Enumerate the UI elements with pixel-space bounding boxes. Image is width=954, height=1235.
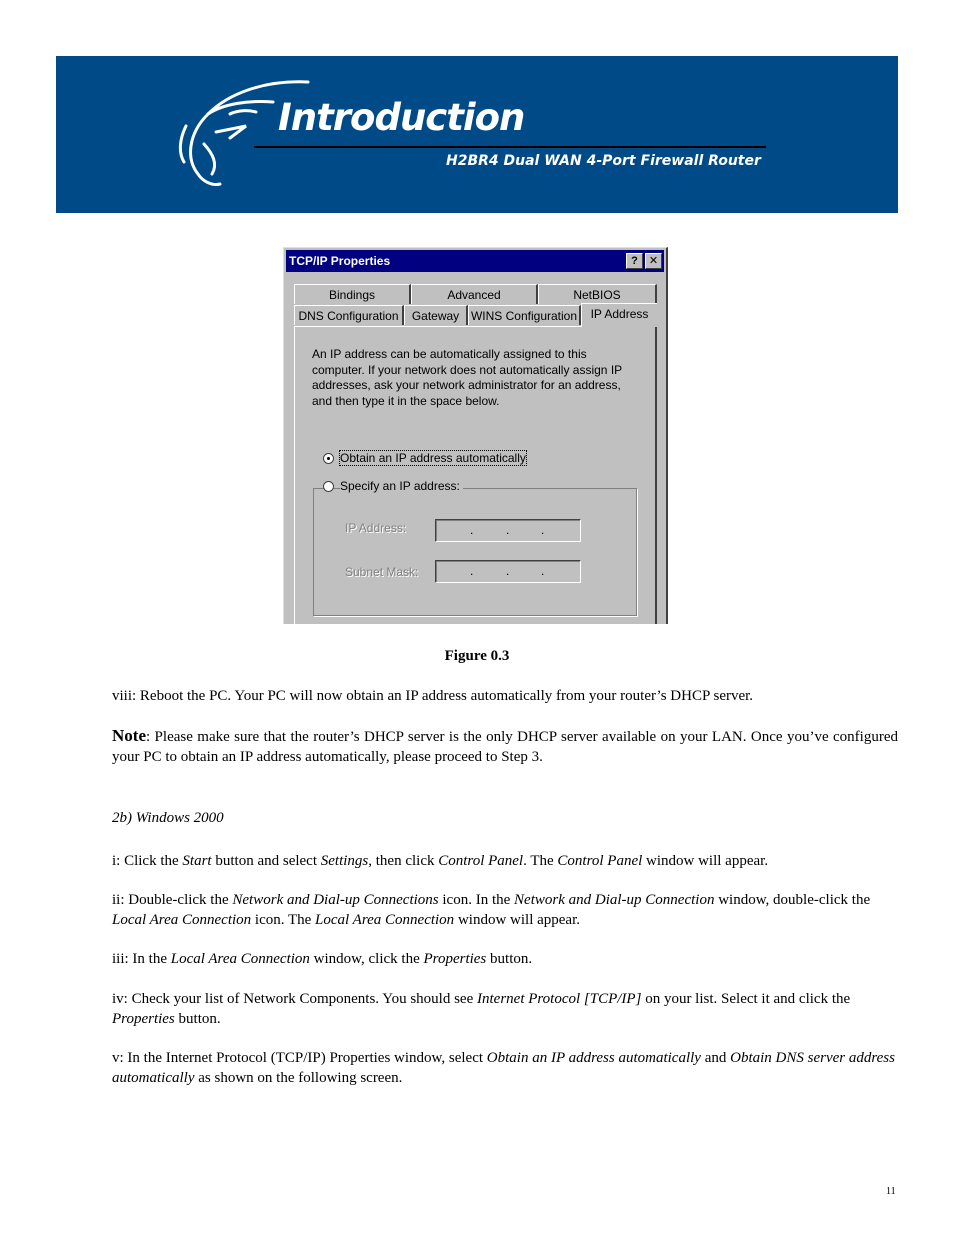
dialog-description: An IP address can be automatically assigned to this computer. If your network does not automatically assign IP addresses, ask your network administrator for an address, and then type it in the space below. xyxy=(312,347,622,408)
banner-title: Introduction xyxy=(278,96,525,139)
banner-rule xyxy=(254,146,766,148)
help-button[interactable]: ? xyxy=(626,253,643,269)
header-banner xyxy=(56,56,898,213)
step-viii: viii: Reboot the PC. Your PC will now obtain an IP address automatically from your router’s DHCP server. xyxy=(112,688,754,704)
step-i: i: Click the Start button and select Settings, then click Control Panel. The Control Panel window will appear. xyxy=(112,853,769,869)
tcpip-properties-dialog xyxy=(283,247,668,624)
tab-bindings[interactable]: Bindings xyxy=(294,284,411,304)
tab-dns-configuration[interactable]: DNS Configuration xyxy=(294,305,404,325)
ip-address-label: IP Address: xyxy=(345,521,407,535)
section-heading: 2b) Windows 2000 xyxy=(112,810,224,826)
specify-ip-label[interactable]: Specify an IP address: xyxy=(340,479,463,493)
step-iv: iv: Check your list of Network Components. You should see Internet Protocol [TCP/IP] on your list. Select it and click the Properties button. xyxy=(112,991,851,1027)
note-label: Note xyxy=(112,726,146,745)
tab-advanced[interactable]: Advanced xyxy=(411,284,538,304)
banner-subtitle: H2BR4 Dual WAN 4-Port Firewall Router xyxy=(446,153,761,169)
step-ii: ii: Double-click the Network and Dial-up Connections icon. In the Network and Dial-up Connection window, double-click the Local Area Connection icon. The Local Area Connection window will appear. xyxy=(112,892,871,928)
obtain-ip-label[interactable]: Obtain an IP address automatically xyxy=(340,451,526,465)
specify-ip-groupbox xyxy=(313,488,637,616)
specify-ip-radio[interactable] xyxy=(323,481,334,492)
close-button[interactable]: ✕ xyxy=(645,253,662,269)
step-v: v: In the Internet Protocol (TCP/IP) Properties window, select Obtain an IP address automatically and Obtain DNS server address automatically as shown on the following screen. xyxy=(112,1050,895,1086)
figure-caption: Figure 0.3 xyxy=(444,648,510,664)
tab-gateway[interactable]: Gateway xyxy=(404,305,468,325)
subnet-mask-label: Subnet Mask: xyxy=(345,565,419,579)
ip-address-field[interactable]: . . . xyxy=(435,519,581,542)
dialog-title: TCP/IP Properties xyxy=(289,254,391,268)
note-text: : Please make sure that the router’s DHCP server is the only DHCP server available on your LAN. Once you’ve configured your PC to obtain an IP address automatically, please proceed to Step 3. xyxy=(112,729,898,765)
tab-wins-configuration[interactable]: WINS Configuration xyxy=(468,305,581,325)
tab-ip-address[interactable]: IP Address xyxy=(581,303,657,327)
dialog-titlebar xyxy=(286,250,664,272)
step-iii: iii: In the Local Area Connection window, click the Properties button. xyxy=(112,951,533,967)
obtain-ip-radio[interactable] xyxy=(323,453,334,464)
tab-netbios[interactable]: NetBIOS xyxy=(538,284,657,304)
page-number: 11 xyxy=(886,1186,896,1197)
note-paragraph xyxy=(112,726,898,767)
subnet-mask-field[interactable]: . . . xyxy=(435,560,581,583)
